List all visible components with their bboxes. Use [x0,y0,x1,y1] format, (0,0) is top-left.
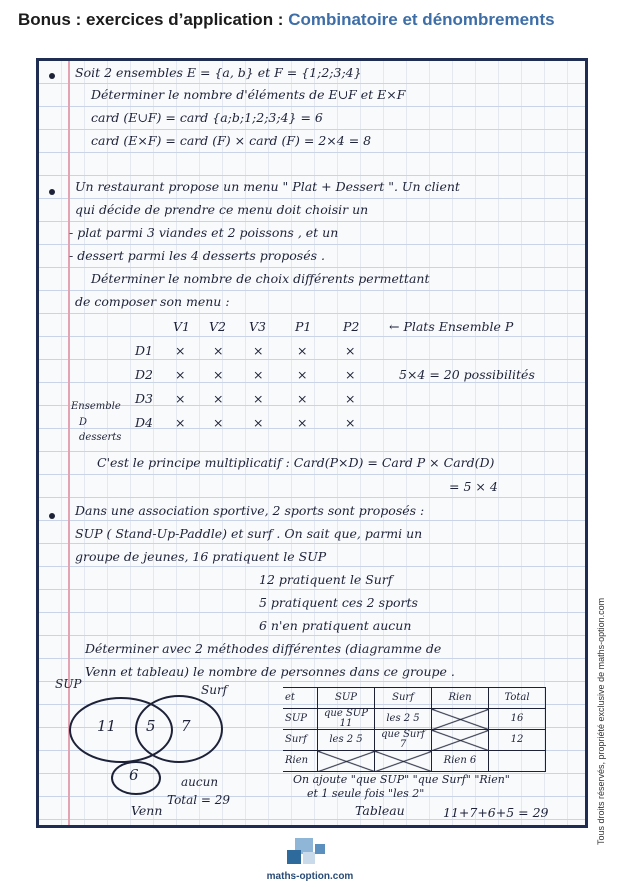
table-cell-crossed [432,709,489,730]
venn-total: Total = 29 [167,793,231,807]
col-v3: V3 [249,319,266,334]
table-note-2: et 1 seule fois "les 2" [307,787,425,800]
logo-square-icon [303,852,315,864]
ex1-line-4: card (E×F) = card (F) × card (F) = 2×4 = 8 [91,133,372,148]
mark: × [175,415,186,430]
ex1-line-3: card (E∪F) = card {a;b;1;2;3;4} = 6 [91,110,323,125]
mark: × [213,343,224,358]
table-header: Surf [375,688,432,709]
table-row-label: Rien [283,751,318,772]
sports-table [283,687,546,772]
venn-none: 6 [129,766,139,784]
col-v1: V1 [173,319,190,334]
mark: × [175,367,186,382]
venn-diagram [51,665,251,815]
bullet-exercise-2 [49,189,55,195]
mark: × [297,415,308,430]
row-d4: D4 [135,415,153,430]
bullet-exercise-3 [49,513,55,519]
table-header: et [283,688,318,709]
desserts-label-1: Ensemble [71,401,121,412]
mark: × [213,367,224,382]
row-d2: D2 [135,367,153,382]
venn-only-surf: 7 [181,717,191,735]
ex3-line-5: 5 pratiquent ces 2 sports [259,595,418,610]
mark: × [253,343,264,358]
table-cell-crossed [318,751,375,772]
copyright-note: Tous droits réservés, propriété exclusive de maths-option.com [596,597,606,845]
venn-only-sup: 11 [97,717,117,735]
site-logo [265,838,355,884]
mark: × [345,343,356,358]
logo-square-icon [315,844,325,854]
mark: × [345,415,356,430]
desserts-label-3: desserts [79,432,122,443]
ex1-line-1: Soit 2 ensembles E = {a, b} et F = {1;2;3;4} [75,65,362,80]
principle-line: C'est le principe multiplicatif : Card(P×D) = Card P × Card(D) [97,455,495,470]
mark: × [253,391,264,406]
table-cell: les 2 5 [375,709,432,730]
ex3-line-3: groupe de jeunes, 16 pratiquent le SUP [75,549,327,564]
notebook-page [36,58,588,828]
mark: × [175,391,186,406]
ex2-line-1: Un restaurant propose un menu " Plat + Dessert ". Un client [75,179,460,194]
row-d1: D1 [135,343,153,358]
venn-none-label: aucun [181,775,219,789]
table-row-label: SUP [283,709,318,730]
table-cell: 12 [489,730,546,751]
ex3-line-8: Venn et tableau) le nombre de personnes dans ce groupe . [85,664,455,679]
table-cell: les 2 5 [318,730,375,751]
table-note-1: On ajoute "que SUP" "que Surf" "Rien" [293,773,510,786]
mark: × [297,391,308,406]
ex3-line-4: 12 pratiquent le Surf [259,572,393,587]
col-p1: P1 [295,319,312,334]
table-row-label: Surf [283,730,318,751]
ex3-line-2: SUP ( Stand-Up-Paddle) et surf . On sait que, parmi un [75,526,423,541]
mark: × [213,391,224,406]
ex3-line-6: 6 n'en pratiquent aucun [259,618,412,633]
mark: × [345,391,356,406]
ex2-line-2: qui décide de prendre ce menu doit choisir un [75,202,369,217]
table-cell [489,751,546,772]
title-topic: Combinatoire et dénombrements [288,10,555,29]
venn-label-surf: Surf [201,683,228,697]
mark: × [253,415,264,430]
mark: × [297,343,308,358]
table-cell: que Surf 7 [375,730,432,751]
venn-label-sup: SUP [55,677,82,691]
mark: × [213,415,224,430]
table-cell-crossed [432,730,489,751]
table-cell: Rien 6 [432,751,489,772]
bullet-exercise-1 [49,73,55,79]
table-cell: 16 [489,709,546,730]
row-d3: D3 [135,391,153,406]
mark: × [297,367,308,382]
col-p2: P2 [343,319,360,334]
mark: × [345,367,356,382]
table-cell-crossed [375,751,432,772]
title-prefix: Bonus : exercices d’application : [18,10,289,29]
ex1-line-2: Déterminer le nombre d'éléments de E∪F et E×F [91,87,406,102]
ex3-line-7: Déterminer avec 2 méthodes différentes (diagramme de [85,641,442,656]
venn-both: 5 [146,717,156,735]
table-sum: 11+7+6+5 = 29 [443,805,549,820]
desserts-label-2: D [79,417,88,428]
ex3-line-1: Dans une association sportive, 2 sports sont proposés : [75,503,425,518]
table-caption: Tableau [355,803,405,818]
venn-caption: Venn [131,803,163,818]
table-header: SUP [318,688,375,709]
ex2-line-5: Déterminer le nombre de choix différents permettant [91,271,430,286]
logo-square-icon [287,850,301,864]
ex2-line-6: de composer son menu : [75,294,230,309]
result-possibilities: 5×4 = 20 possibilités [399,367,535,382]
table-header: Total [489,688,546,709]
ex2-line-4: - dessert parmi les 4 desserts proposés . [69,248,325,263]
mark: × [175,343,186,358]
principle-line-2: = 5 × 4 [449,479,498,494]
mark: × [253,367,264,382]
table-header: Rien [432,688,489,709]
table-cell: que SUP 11 [318,709,375,730]
logo-name: maths-option.com [266,871,354,882]
col-v2: V2 [209,319,226,334]
plats-label: ← Plats Ensemble P [389,319,514,334]
page-title [18,10,555,30]
ex2-line-3: - plat parmi 3 viandes et 2 poissons , et un [69,225,339,240]
